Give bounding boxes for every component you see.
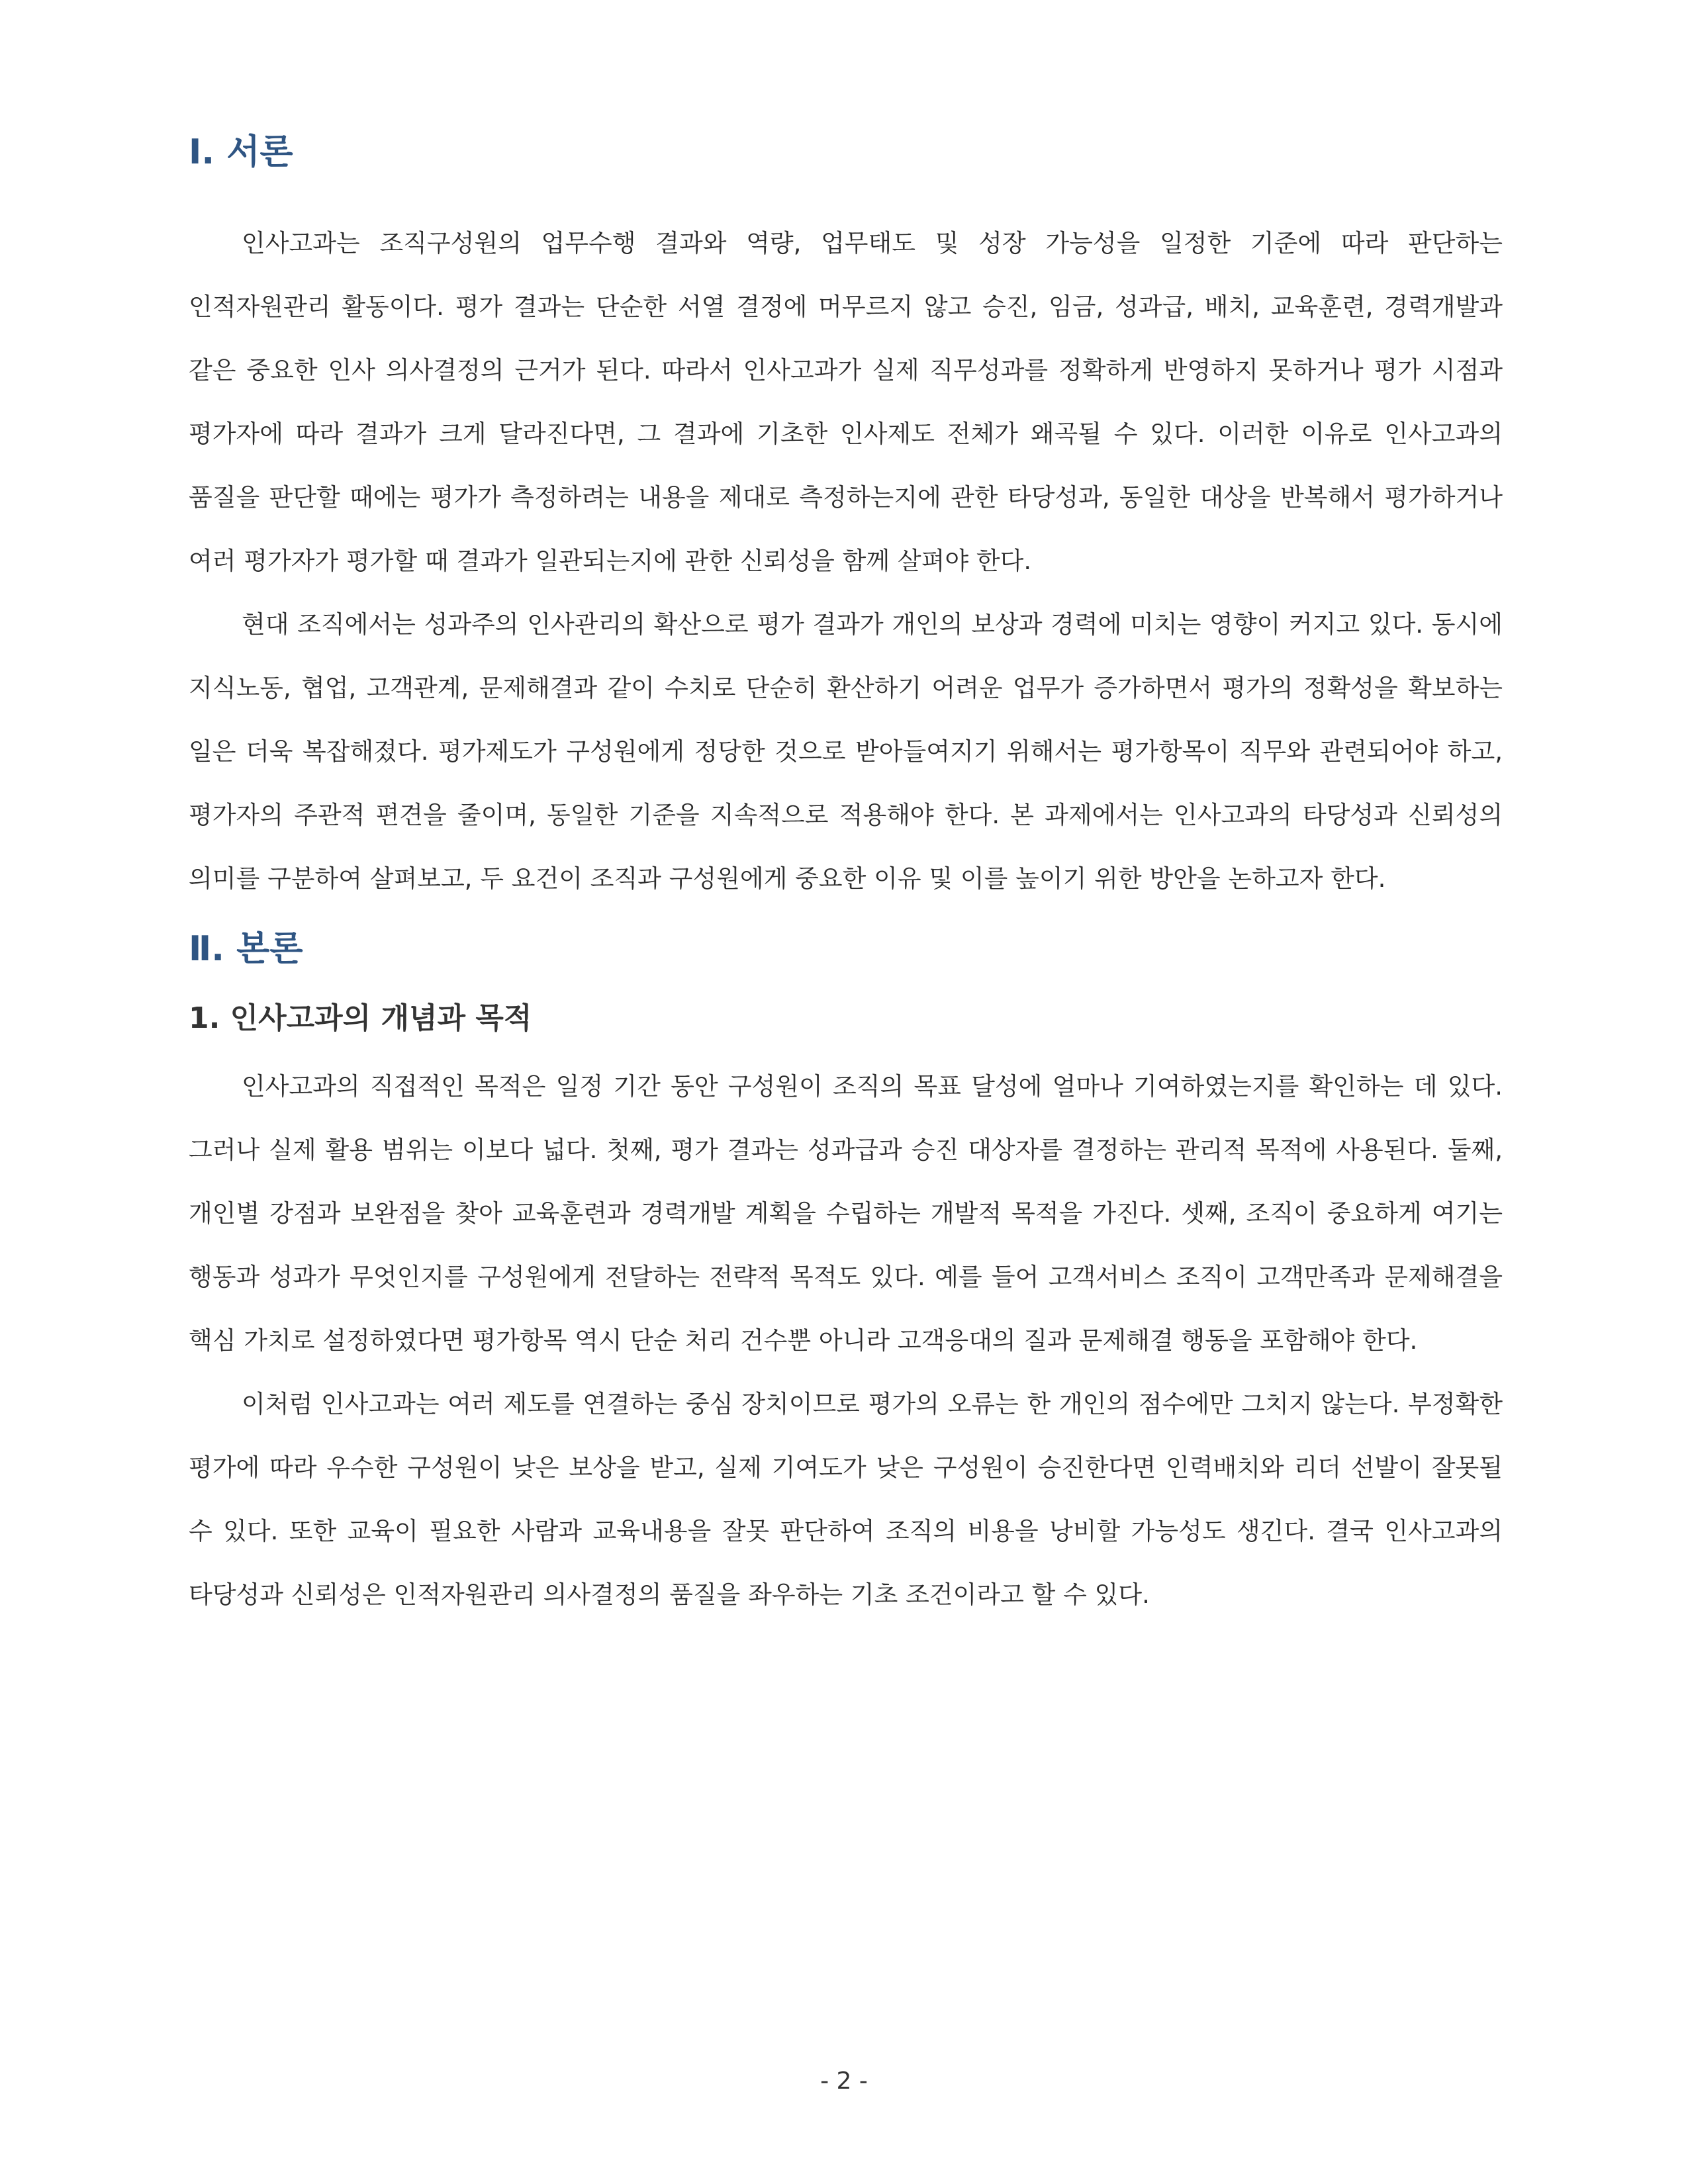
section-heading-body: Ⅱ. 본론	[189, 929, 303, 969]
intro-paragraph-2: 현대 조직에서는 성과주의 인사관리의 확산으로 평가 결과가 개인의 보상과 경력에 미치는 영향이 커지고 있다. 동시에 지식노동, 협업, 고객관계, 문제해결과 같이 수치로 단순히 환산하기 어려운 업무가 증가하면서 평가의 정확성을 확보하는 일은 더욱 복잡해졌다. 평가제도가 구성원에게 정당한 것으로 받아들여지기 위해서는 평가항목이 직무와 관련되어야 하고, 평가자의 주관적 편견을 줄이며, 동일한 기준을 지속적으로 적용해야 한다. 본 과제에서는 인사고과의 타당성과 신뢰성의 의미를 구분하여 살펴보고, 두 요건이 조직과 구성원에게 중요한 이유 및 이를 높이기 위한 방안을 논하고자 한다.	[189, 610, 1503, 893]
intro-paragraph-1: 인사고과는 조직구성원의 업무수행 결과와 역량, 업무태도 및 성장 가능성을 일정한 기준에 따라 판단하는 인적자원관리 활동이다. 평가 결과는 단순한 서열 결정에 머무르지 않고 승진, 임금, 성과급, 배치, 교육훈련, 경력개발과 같은 중요한 인사 의사결정의 근거가 된다. 따라서 인사고과가 실제 직무성과를 정확하게 반영하지 못하거나 평가 시점과 평가자에 따라 결과가 크게 달라진다면, 그 결과에 기초한 인사제도 전체가 왜곡될 수 있다. 이러한 이유로 인사고과의 품질을 판단할 때에는 평가가 측정하려는 내용을 제대로 측정하는지에 관한 타당성과, 동일한 대상을 반복해서 평가하거나 여러 평가자가 평가할 때 결과가 일관되는지에 관한 신뢰성을 함께 살펴야 한다.	[189, 229, 1503, 575]
document-page	[189, 126, 1503, 1627]
page-number: - 2 -	[820, 2068, 868, 2095]
section-heading-introduction: Ⅰ. 서론	[189, 132, 293, 172]
subsection-heading-concept-purpose: 1. 인사고과의 개념과 목적	[189, 1001, 532, 1035]
body-paragraph-1: 인사고과의 직접적인 목적은 일정 기간 동안 구성원이 조직의 목표 달성에 얼마나 기여하였는지를 확인하는 데 있다. 그러나 실제 활용 범위는 이보다 넓다. 첫째, 평가 결과는 성과급과 승진 대상자를 결정하는 관리적 목적에 사용된다. 둘째, 개인별 강점과 보완점을 찾아 교육훈련과 경력개발 계획을 수립하는 개발적 목적을 가진다. 셋째, 조직이 중요하게 여기는 행동과 성과가 무엇인지를 구성원에게 전달하는 전략적 목적도 있다. 예를 들어 고객서비스 조직이 고객만족과 문제해결을 핵심 가치로 설정하였다면 평가항목 역시 단순 처리 건수뿐 아니라 고객응대의 질과 문제해결 행동을 포함해야 한다.	[189, 1072, 1503, 1355]
body-paragraph-2: 이처럼 인사고과는 여러 제도를 연결하는 중심 장치이므로 평가의 오류는 한 개인의 점수에만 그치지 않는다. 부정확한 평가에 따라 우수한 구성원이 낮은 보상을 받고, 실제 기여도가 낮은 구성원이 승진한다면 인력배치와 리더 선발이 잘못될 수 있다. 또한 교육이 필요한 사람과 교육내용을 잘못 판단하여 조직의 비용을 낭비할 가능성도 생긴다. 결국 인사고과의 타당성과 신뢰성은 인적자원관리 의사결정의 품질을 좌우하는 기초 조건이라고 할 수 있다.	[189, 1390, 1503, 1609]
